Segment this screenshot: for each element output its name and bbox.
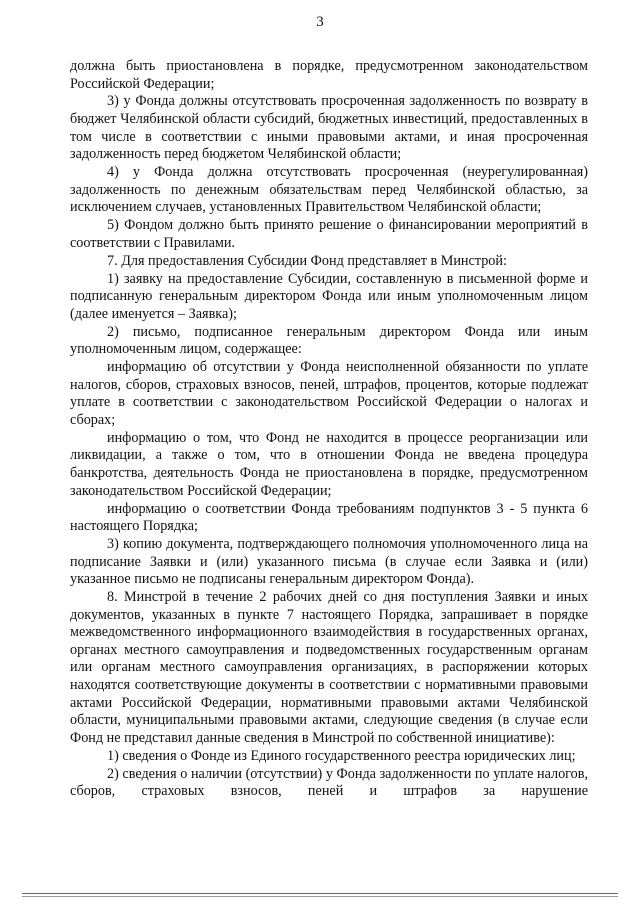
paragraph: 2) сведения о наличии (отсутствии) у Фонда задолженности по уплате налогов, сборов, страховых взносов, пеней и штрафов за нарушение [70, 765, 588, 800]
footer-rule [22, 893, 618, 894]
page-number: 3 [316, 14, 324, 30]
footer-rule-secondary [22, 896, 618, 897]
paragraph: 1) заявку на предоставление Субсидии, составленную в письменной форме и подписанную генеральным директором Фонда или иным уполномоченным лицом (далее именуется – Заявка); [70, 270, 588, 322]
paragraph: 3) у Фонда должны отсутствовать просроченная задолженность по возврату в бюджет Челябинской области субсидий, бюджетных инвестиций, предоставленных в том числе в соответствии с иными правовыми актами, и иная просроченная задолженность перед бюджетом Челябинской области; [70, 93, 588, 163]
paragraph: информацию об отсутствии у Фонда неисполненной обязанности по уплате налогов, сборов, страховых взносов, пеней, штрафов, процентов, которые подлежат уплате в соответствии с законодательством Российской Федерации о налогах и сборах; [70, 359, 588, 428]
paragraph: информацию о том, что Фонд не находится в процессе реорганизации или ликвидации, а также о том, что в отношении Фонда не введена процедура банкротства, деятельность Фонда не приостановлена в порядке, предусмотренном законодательством Российской Федерации; [70, 429, 588, 499]
paragraph: информацию о соответствии Фонда требованиям подпунктов 3 - 5 пункта 6 настоящего Порядка; [70, 500, 588, 535]
paragraph: должна быть приостановлена в порядке, предусмотренном законодательством Российской Федерации; [70, 58, 588, 92]
paragraph: 2) письмо, подписанное генеральным директором Фонда или иным уполномоченным лицом, содержащее: [70, 323, 588, 358]
paragraph: 3) копию документа, подтверждающего полномочия уполномоченного лица на подписание Заявки и (или) указанного письма (в случае если Заявка и (или) указанное письмо не подписаны генеральным директором Фонда). [70, 536, 588, 588]
paragraph: 1) сведения о Фонде из Единого государственного реестра юридических лиц; [107, 747, 576, 764]
document-body [70, 58, 588, 801]
paragraph: 5) Фондом должно быть принято решение о финансировании мероприятий в соответствии с Правилами. [70, 217, 588, 251]
paragraph: 8. Минстрой в течение 2 рабочих дней со дня поступления Заявки и иных документов, указанных в пункте 7 настоящего Порядка, запрашивает в порядке межведомственного информационного взаимодействия в государственных органах, органах местного самоуправления и подведомственных государственным органам или органам местного самоуправления организациях, в распоряжении которых находятся соответствующие документы в соответствии с нормативными правовыми актами Российской Федерации, нормативными правовыми актами Челябинской области, муниципальными правовыми актами, следующие сведения (в случае если Фонд не представил данные сведения в Минстрой по собственной инициативе): [70, 589, 588, 746]
paragraph: 4) у Фонда должна отсутствовать просроченная (неурегулированная) задолженность по денежным обязательствам перед Челябинской областью, за исключением случаев, установленных Правительством Челябинской области; [70, 164, 588, 216]
paragraph: 7. Для предоставления Субсидии Фонд представляет в Минстрой: [107, 252, 507, 269]
